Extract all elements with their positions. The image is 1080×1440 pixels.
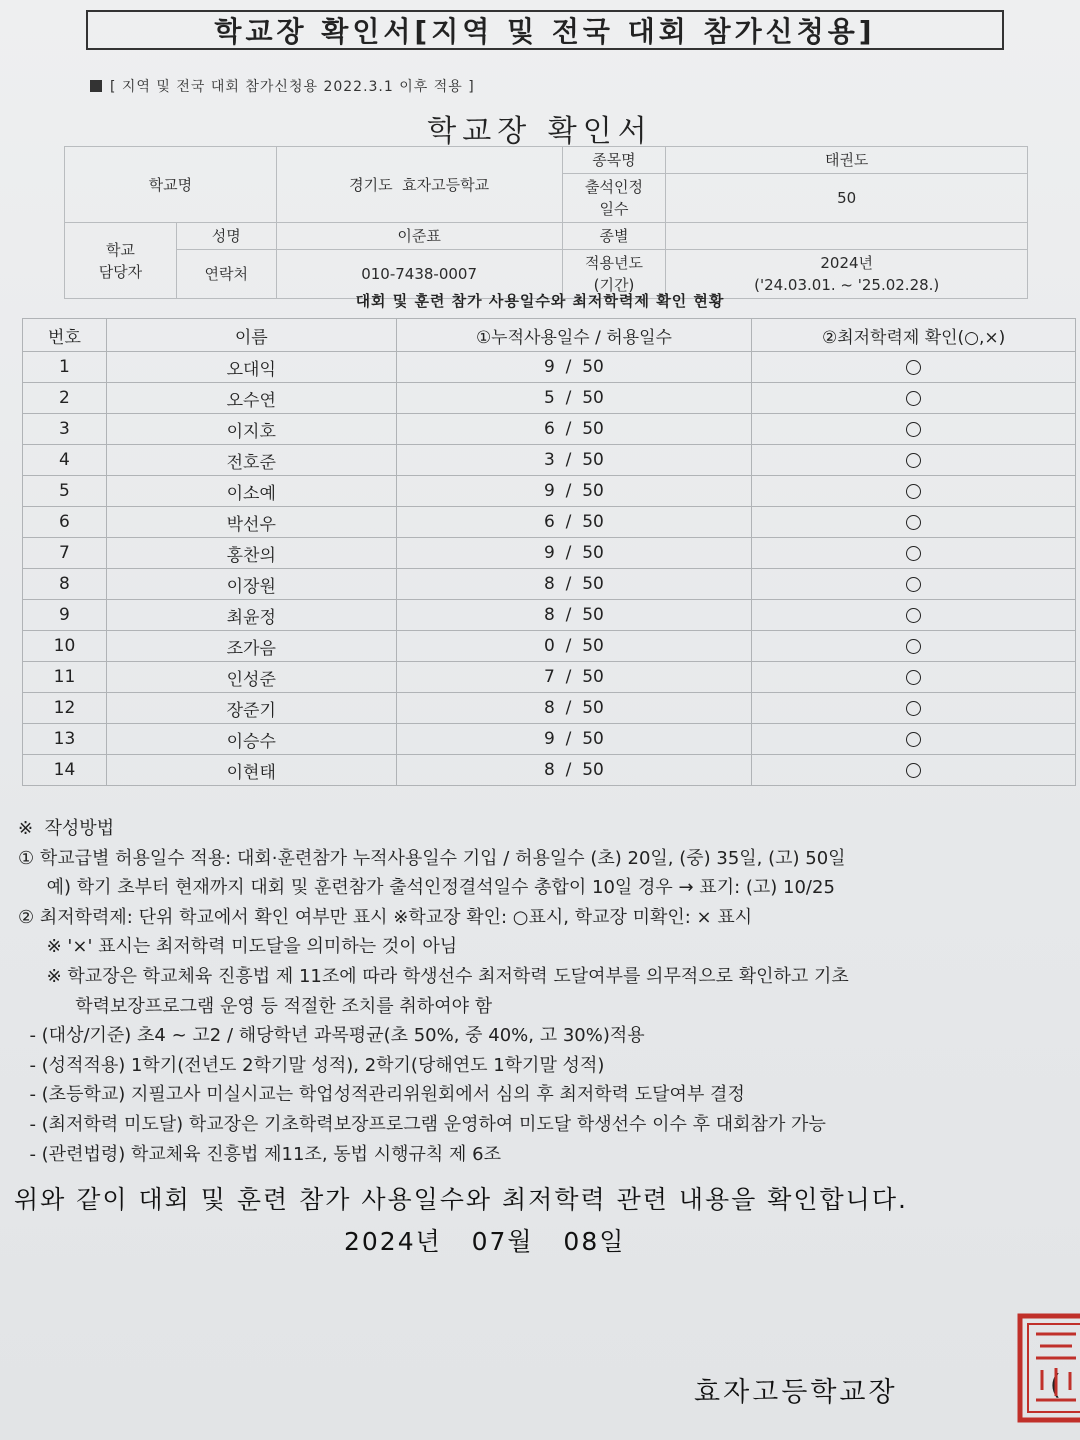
applicability-text: [ 지역 및 전국 대회 참가신청용 2022.3.1 이후 적용 ]: [110, 79, 475, 95]
table-row: [23, 352, 1076, 383]
row-academic-check: [752, 755, 1076, 786]
row-days-used: 8 / 50: [396, 569, 752, 600]
header-name: 이름: [106, 319, 396, 352]
circle-check-icon: [906, 360, 921, 375]
table-row: [23, 476, 1076, 507]
row-number: 11: [23, 662, 107, 693]
row-days-used: 9 / 50: [396, 724, 752, 755]
row-student-name: 오대익: [106, 352, 396, 383]
row-number: 3: [23, 414, 107, 445]
table-row: [23, 755, 1076, 786]
header-academic-check: ②최저학력제 확인(○,×): [752, 319, 1076, 352]
instruction-line: - (최저학력 미도달) 학교장은 기초학력보장프로그램 운영하여 미도달 학생선수 이수 후 대회참가 가능: [18, 1113, 826, 1135]
circle-check-icon: [906, 515, 921, 530]
school-name-value: 경기도 효자고등학교: [276, 147, 562, 223]
row-number: 2: [23, 383, 107, 414]
row-academic-check: [752, 507, 1076, 538]
table-row: [23, 600, 1076, 631]
instruction-line: - (초등학교) 지필고사 미실시교는 학업성적관리위원회에서 심의 후 최저학력 도달여부 결정: [18, 1084, 745, 1106]
circle-check-icon: [906, 763, 921, 778]
table-row: [23, 631, 1076, 662]
instruction-line: - (성적적용) 1학기(전년도 2학기말 성적), 2학기(당해연도 1학기말 성적): [18, 1054, 605, 1076]
principal-signature-label: 효자고등학교장: [694, 1377, 898, 1408]
row-student-name: 홍찬의: [106, 538, 396, 569]
circle-check-icon: [906, 732, 921, 747]
row-number: 8: [23, 569, 107, 600]
row-academic-check: [752, 724, 1076, 755]
document-banner: 학교장 확인서[지역 및 전국 대회 참가신청용]: [86, 10, 1004, 50]
row-academic-check: [752, 600, 1076, 631]
circle-check-icon: [906, 608, 921, 623]
type-label: 종별: [562, 223, 666, 250]
row-student-name: 최윤정: [106, 600, 396, 631]
row-days-used: 3 / 50: [396, 445, 752, 476]
row-number: 9: [23, 600, 107, 631]
name-value: 이준표: [276, 223, 562, 250]
row-number: 10: [23, 631, 107, 662]
row-days-used: 0 / 50: [396, 631, 752, 662]
row-student-name: 전호준: [106, 445, 396, 476]
row-student-name: 이승수: [106, 724, 396, 755]
contact-label: 연락처: [176, 250, 276, 299]
table-header-row: [23, 319, 1076, 352]
row-academic-check: [752, 693, 1076, 724]
table-body: [23, 352, 1076, 786]
row-academic-check: [752, 445, 1076, 476]
row-days-used: 9 / 50: [396, 352, 752, 383]
row-student-name: 장준기: [106, 693, 396, 724]
row-academic-check: [752, 476, 1076, 507]
row-days-used: 6 / 50: [396, 507, 752, 538]
writing-instructions: [18, 814, 1058, 1169]
period-value: 2024년 ('24.03.01. ~ '25.02.28.): [666, 250, 1028, 299]
row-number: 6: [23, 507, 107, 538]
seal-bracket: (: [1050, 1368, 1061, 1401]
row-student-name: 이소예: [106, 476, 396, 507]
circle-check-icon: [906, 453, 921, 468]
header-days: ①누적사용일수 / 허용일수: [396, 319, 752, 352]
row-number: 1: [23, 352, 107, 383]
row-days-used: 9 / 50: [396, 538, 752, 569]
row-academic-check: [752, 631, 1076, 662]
instruction-line: - (대상/기준) 초4 ~ 고2 / 해당학년 과목평균(초 50%, 중 40%, 고 30%)적용: [18, 1025, 645, 1047]
circle-check-icon: [906, 484, 921, 499]
row-student-name: 박선우: [106, 507, 396, 538]
row-student-name: 인성준: [106, 662, 396, 693]
document-title: 학교장 확인서: [427, 114, 653, 149]
table-row: [23, 662, 1076, 693]
instruction-line: ② 최저학력제: 단위 학교에서 확인 여부만 표시 ※학교장 확인: ○표시, 학교장 미확인: × 표시: [18, 906, 753, 928]
row-days-used: 8 / 50: [396, 693, 752, 724]
row-student-name: 이현태: [106, 755, 396, 786]
table-row: [23, 693, 1076, 724]
row-days-used: 8 / 50: [396, 600, 752, 631]
table-row: [23, 414, 1076, 445]
period-label: 적용년도 (기간): [562, 250, 666, 299]
attendance-label: 출석인정 일수: [562, 174, 666, 223]
row-student-name: 이장원: [106, 569, 396, 600]
instruction-line: ① 학교급별 허용일수 적용: 대회·훈련참가 누적사용일수 기입 / 허용일수 (초) 20일, (중) 35일, (고) 50일: [18, 847, 846, 869]
square-bullet-icon: [90, 80, 102, 92]
row-number: 13: [23, 724, 107, 755]
instruction-line: ※ '×' 표시는 최저학력 미도달을 의미하는 것이 아님: [18, 936, 458, 958]
row-number: 12: [23, 693, 107, 724]
school-info-table: [64, 146, 1028, 299]
table-row: [23, 538, 1076, 569]
instruction-line: 예) 학기 초부터 현재까지 대회 및 훈련참가 출석인정결석일수 총합이 10일 경우 → 표기: (고) 10/25: [18, 877, 835, 899]
instruction-line: ※ 작성방법: [18, 818, 115, 839]
instruction-line: - (관련법령) 학교체육 진흥법 제11조, 동법 시행규칙 제 6조: [18, 1143, 501, 1165]
row-academic-check: [752, 538, 1076, 569]
instruction-line: 학력보장프로그램 운영 등 적절한 조치를 취하여야 함: [18, 995, 493, 1017]
type-value: [666, 223, 1028, 250]
circle-check-icon: [906, 701, 921, 716]
table-row: [23, 724, 1076, 755]
confirmation-statement: 위와 같이 대회 및 훈련 참가 사용일수와 최저학력 관련 내용을 확인합니다.: [14, 1185, 908, 1214]
circle-check-icon: [906, 422, 921, 437]
header-number: 번호: [23, 319, 107, 352]
row-academic-check: [752, 383, 1076, 414]
row-days-used: 7 / 50: [396, 662, 752, 693]
row-number: 7: [23, 538, 107, 569]
row-days-used: 6 / 50: [396, 414, 752, 445]
official-seal-icon: [1016, 1312, 1080, 1424]
row-academic-check: [752, 414, 1076, 445]
event-label: 종목명: [562, 147, 666, 174]
status-section-title: 대회 및 훈련 참가 사용일수와 최저학력제 확인 현황: [355, 292, 725, 310]
table-row: [23, 569, 1076, 600]
circle-check-icon: [906, 391, 921, 406]
row-student-name: 이지호: [106, 414, 396, 445]
attendance-value: 50: [666, 174, 1028, 223]
row-number: 5: [23, 476, 107, 507]
name-label: 성명: [176, 223, 276, 250]
student-status-table: [22, 318, 1076, 786]
document-date: 2024년 07월 08일: [344, 1227, 626, 1256]
row-days-used: 9 / 50: [396, 476, 752, 507]
row-academic-check: [752, 569, 1076, 600]
circle-check-icon: [906, 670, 921, 685]
circle-check-icon: [906, 577, 921, 592]
row-academic-check: [752, 662, 1076, 693]
contact-value: 010-7438-0007: [276, 250, 562, 299]
manager-label: 학교 담당자: [65, 223, 177, 299]
circle-check-icon: [906, 546, 921, 561]
row-student-name: 오수연: [106, 383, 396, 414]
row-academic-check: [752, 352, 1076, 383]
school-name-label: 학교명: [65, 147, 277, 223]
row-student-name: 조가음: [106, 631, 396, 662]
table-row: [23, 383, 1076, 414]
row-number: 4: [23, 445, 107, 476]
instruction-line: ※ 학교장은 학교체육 진흥법 제 11조에 따라 학생선수 최저학력 도달여부를 의무적으로 확인하고 기초: [18, 965, 849, 987]
table-row: [23, 507, 1076, 538]
row-days-used: 5 / 50: [396, 383, 752, 414]
applicability-note: [90, 76, 475, 96]
table-row: [23, 445, 1076, 476]
event-value: 태권도: [666, 147, 1028, 174]
row-number: 14: [23, 755, 107, 786]
row-days-used: 8 / 50: [396, 755, 752, 786]
circle-check-icon: [906, 639, 921, 654]
